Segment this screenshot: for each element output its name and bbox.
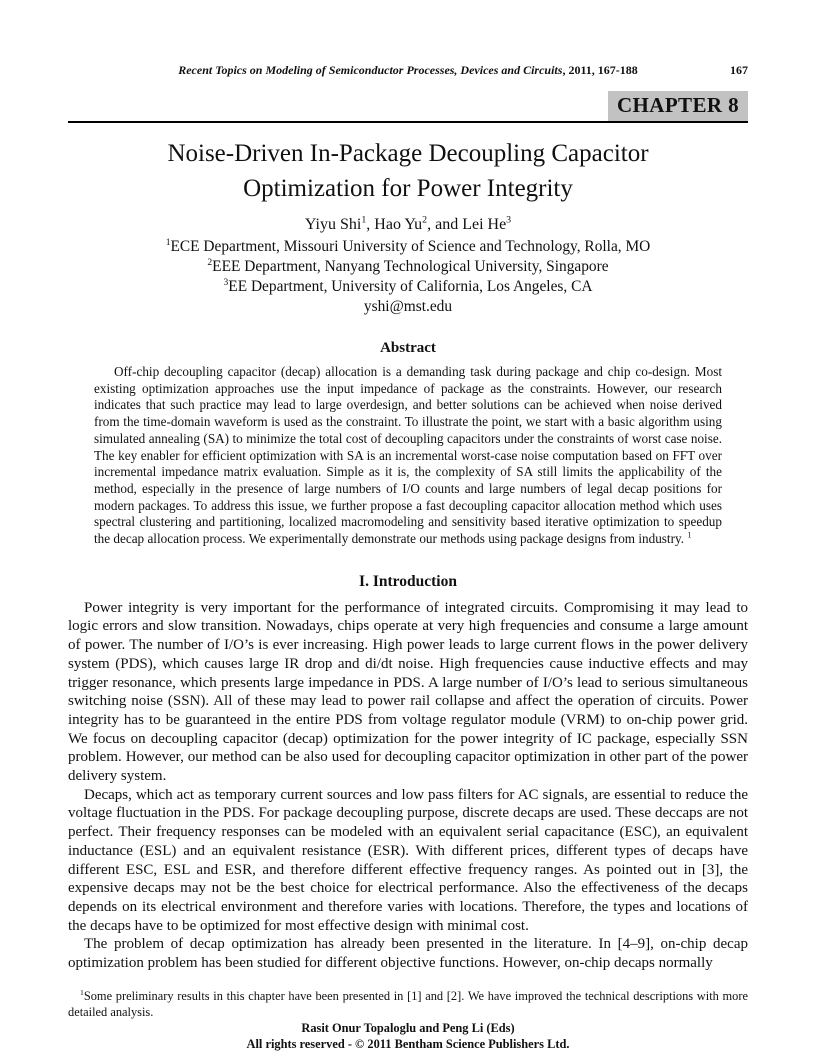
- affiliation-marker: 3: [223, 276, 229, 288]
- footnote: [68, 988, 748, 1020]
- journal-title: Recent Topics on Modeling of Semiconductor Processes, Devices and Circuits: [178, 63, 563, 77]
- footnote-marker: 1: [80, 987, 84, 997]
- abstract-body-text: Off-chip decoupling capacitor (decap) allocation is a demanding task during package and chip co-design. Most existing optimization approaches use the input impedance of package as the constraints. However, our research indicates that such practice may lead to large overdesign, and better solutions can be achieved when noise derived from the time-domain waveform is used as the constraint. To illustrate the point, we start with a basic algorithm using simulated annealing (SA) to minimize the total cost of decoupling capacitors under the constraints of worst case noise. The key enabler for efficient optimization with SA is an incremental worst-case noise computation based on FFT over incremental impedance matrix evaluation. Simple as it is, the complexity of SA still limits the applicability of the method, especially in the presence of large numbers of I/O counts and large numbers of legal decap positions for modern packages. To address this issue, we further propose a fast decoupling capacitor allocation method which uses spectral clustering and partitioning, localized macromodeling and sensitivity based iterative optimization to speedup the decap allocation process. We experimentally demonstrate our methods using package designs from industry.: [94, 364, 722, 547]
- abstract-text: [94, 364, 722, 548]
- intro-paragraph: Decaps, which act as temporary current sources and low pass filters for AC signals, are essential to reduce the voltage fluctuation in the PDS. For package decoupling purpose, discrete decaps are used. These deccaps are not perfect. Their frequency responses can be modeled with an equivalent serial capacitance (ESC), an equivalent inductance (ESL) and an equivalent resistance (ESR). With different prices, different types of decaps have different ESC, ESL and ESR, and therefore different effective frequency ranges. As pointed out in [3], the expensive decaps may not be the best choice for electrical performance. Also the effectiveness of the decaps depends on its electrical environment and therefore varies with locations. Therefore, the types and locations of the decaps have to be optimized for most effective design with minimal cost.: [68, 786, 748, 934]
- affiliation-text: EEE Department, Nanyang Technological University, Singapore: [212, 258, 609, 275]
- introduction-heading: I. Introduction: [359, 572, 457, 590]
- authors-line: [68, 215, 748, 235]
- header-rule: [68, 121, 748, 123]
- footer-copyright: All rights reserved - © 2011 Bentham Science Publishers Ltd.: [246, 1037, 570, 1052]
- author: [427, 216, 511, 233]
- footnote-text: Some preliminary results in this chapter have been presented in [1] and [2]. We have improved the technical descriptions with more detailed analysis.: [68, 988, 748, 1019]
- intro-paragraph: Power integrity is very important for the performance of integrated circuits. Compromising it may lead to logic errors and slow transition. Nowadays, chips operate at very high frequencies and consume a large amount of power. The number of I/O’s is ever increasing. High power leads to large current flows in the power delivery system (PDS), which causes large IR drop and di/dt noise. High frequencies cause inductive effects and may trigger resonance, which presents large impedance in PDS. A large number of I/O’s lead to serious simultaneous switching noise (SSN). All of these may lead to power rail collapse and affect the operation of circuits. Power integrity has to be guaranteed in the entire PDS from voltage regulator module (VRM) to on-chip power grid. We focus on decoupling capacitor (decap) optimization for the power integrity of IC package, especially SSN problem. However, our method can be also used for decoupling capacitor optimization in other part of the power delivery system.: [68, 599, 748, 785]
- page-footer: [68, 1020, 748, 1054]
- author-affil-marker: 3: [506, 214, 512, 226]
- journal-pages: , 2011, 167-188: [562, 63, 638, 77]
- author-affil-marker: 2: [422, 214, 428, 226]
- author: [305, 216, 366, 233]
- affiliation-line: [68, 257, 748, 277]
- author-name: , and Lei He: [427, 216, 507, 233]
- affiliation-marker: 2: [207, 256, 213, 268]
- title-line-1: Noise-Driven In-Package Decoupling Capacitor: [167, 140, 649, 167]
- author-name: Yiyu Shi: [304, 216, 362, 233]
- affiliation-line: [68, 277, 748, 297]
- introduction-body: [68, 599, 748, 973]
- chapter-label: CHAPTER 8: [608, 91, 748, 121]
- chapter-banner: [68, 91, 748, 121]
- affiliations-block: [68, 237, 748, 317]
- affiliation-text: ECE Department, Missouri University of Science and Technology, Rolla, MO: [170, 238, 651, 255]
- author-affil-marker: 1: [361, 214, 367, 226]
- page-number: 167: [730, 63, 748, 77]
- affiliation-marker: 1: [165, 236, 171, 248]
- author: [366, 216, 427, 233]
- chapter-title: [68, 136, 748, 206]
- affiliation-line: [68, 237, 748, 257]
- affiliation-text: EE Department, University of California, Los Angeles, CA: [228, 278, 593, 295]
- running-header: [68, 62, 748, 78]
- abstract-footnote-marker: 1: [687, 530, 692, 540]
- email-line: yshi@mst.edu: [363, 298, 453, 315]
- title-line-2: Optimization for Power Integrity: [243, 175, 573, 202]
- footer-editors: Rasit Onur Topaloglu and Peng Li (Eds): [301, 1021, 515, 1036]
- author-name: , Hao Yu: [366, 216, 423, 233]
- intro-paragraph: The problem of decap optimization has already been presented in the literature. In [4–9], on-chip decap optimization problem has been studied for different objective functions. However, on-chip decaps normally: [68, 936, 748, 972]
- abstract-heading: Abstract: [380, 340, 436, 356]
